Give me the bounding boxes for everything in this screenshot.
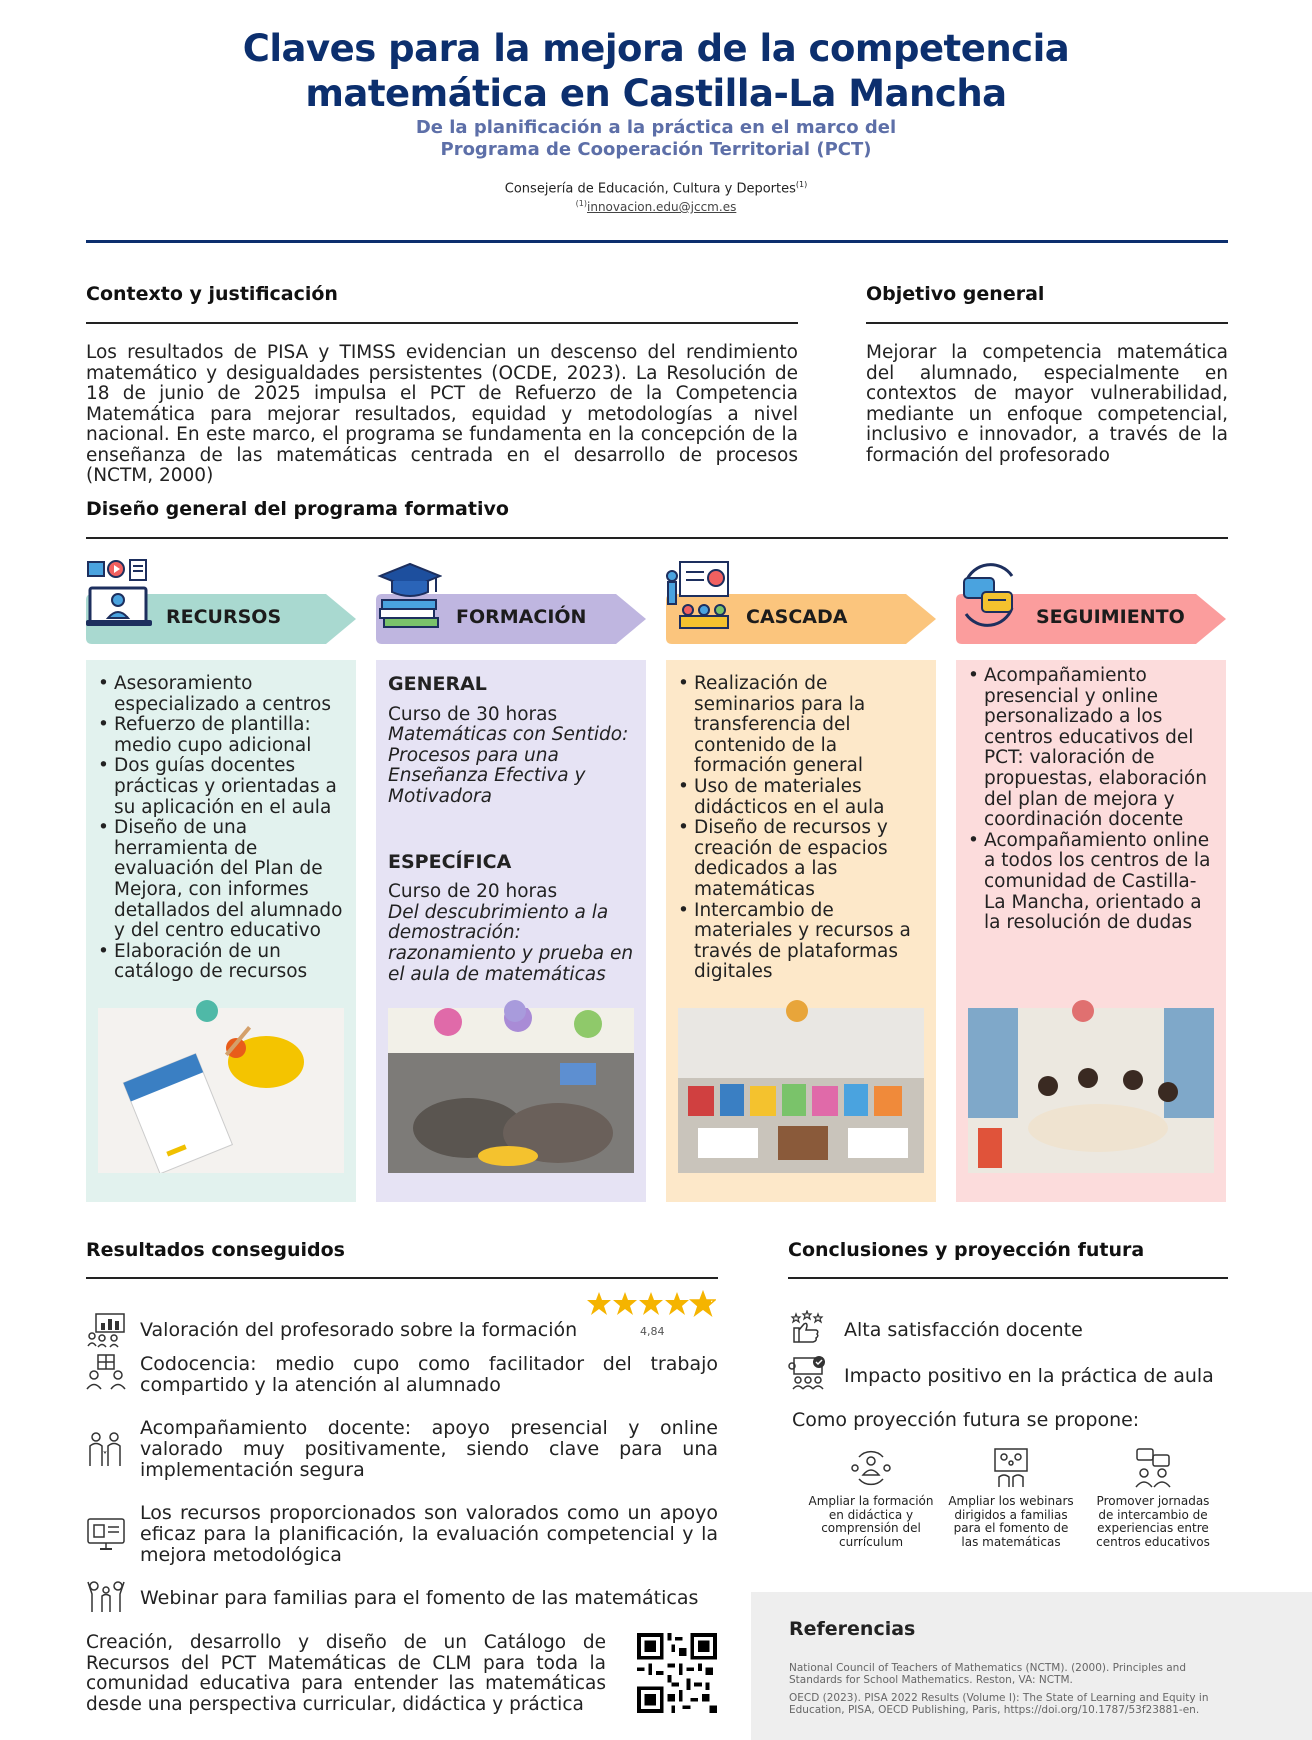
- chat-cycle-icon: [956, 558, 1022, 632]
- subtitle-line-1: De la planificación a la práctica en el marco del: [415, 117, 897, 138]
- formacion-label: FORMACIÓN: [456, 606, 587, 628]
- result-text: Webinar para familias para el fomento de las matemáticas: [140, 1587, 699, 1609]
- email-link[interactable]: innovacion.edu@jccm.es: [587, 200, 737, 214]
- formacion-body: [376, 660, 646, 1202]
- email-sup: (1): [575, 199, 588, 208]
- future-text: Ampliar la formación en didáctica y comprensión del currículum: [808, 1494, 934, 1549]
- specific-course-name: Del descubrimiento a la demostración: razonamiento y prueba en el aula de matemáticas: [388, 901, 634, 985]
- column-seguimiento: [956, 594, 1226, 1202]
- header-divider: [86, 240, 1228, 243]
- result-text: Acompañamiento docente: apoyo presencial y online valorado muy positivamente, siendo clave para una implementación segura: [140, 1417, 718, 1481]
- seguimiento-label: SEGUIMIENTO: [1036, 606, 1185, 628]
- pushpin-icon: [786, 1000, 808, 1022]
- results-title: Resultados conseguidos: [86, 1239, 345, 1261]
- conclusions-title: Conclusiones y proyección futura: [788, 1239, 1145, 1261]
- cascada-item: • Uso de materiales didácticos en el aula: [678, 777, 924, 818]
- reference-1: National Council of Teachers of Mathematics (NCTM). (2000). Principles and Standards for School Mathematics. Reston, VA: NCTM.: [789, 1662, 1187, 1686]
- result-row: [86, 1503, 718, 1567]
- cascada-body: [666, 660, 936, 1202]
- recursos-item: • Diseño de una herramienta de evaluación del Plan de Mejora, con informes detallados del alumnado y del centro educativo: [98, 818, 344, 942]
- elearning-screen-icon: [86, 558, 152, 632]
- cascada-photo: [678, 1008, 924, 1173]
- co-teaching-icon: [86, 1354, 126, 1390]
- catalog-text: Creación, desarrollo y diseño de un Catálogo de Recursos del PCT Matemáticas de CLM para toda la comunidad educativa para entender las matemáticas desde una perspectiva curricular, didáctica y práctica: [86, 1632, 606, 1715]
- recursos-header: [86, 594, 356, 644]
- formacion-photo: [388, 1008, 634, 1173]
- recursos-label: RECURSOS: [166, 606, 282, 628]
- recursos-item: • Asesoramiento especializado a centros: [98, 674, 344, 715]
- specific-course: Curso de 20 horas: [388, 881, 558, 903]
- conclusion-text: Impacto positivo en la práctica de aula: [844, 1365, 1214, 1387]
- title-line-1: Claves para la mejora de la competencia: [242, 27, 1070, 70]
- exchange-conversation-icon: [1131, 1447, 1175, 1489]
- seguimiento-item: • Acompañamiento presencial y online personalizado a los centros educativos del PCT: valoración de propuestas, elaboración del plan de mejora y coordinación docente: [968, 666, 1214, 831]
- column-recursos: [86, 594, 356, 1202]
- general-course-name: Matemáticas con Sentido: Procesos para una Enseñanza Efectiva y Motivadora: [388, 724, 629, 807]
- context-text: Los resultados de PISA y TIMSS evidencian un descenso del rendimiento matemático y desigualdades persistentes (OCDE, 2023). La Resolución de 18 de junio de 2025 impulsa el PCT de Refuerzo de la Competencia Matemática para mejorar resultados, equidad y metodologías a nivel nacional. En este marco, el programa se fundamenta en la concepción de la enseñanza de las matemáticas centrada en el desarrollo de procesos (NCTM, 2000): [86, 342, 798, 486]
- objective-title: Objetivo general: [866, 283, 1045, 305]
- cascada-item: • Diseño de recursos y creación de espacios dedicados a las matemáticas: [678, 818, 924, 900]
- qr-code[interactable]: [637, 1633, 717, 1713]
- formacion-header: [376, 594, 646, 644]
- subtitle-line-2: Programa de Cooperación Territorial (PCT): [440, 139, 872, 160]
- specific-title: ESPECÍFICA: [388, 850, 512, 873]
- family-webinar-icon: [86, 1578, 126, 1614]
- result-row: [86, 1578, 718, 1614]
- audience-chart-icon: [86, 1312, 126, 1348]
- cascada-item: • Intercambio de materiales y recursos a través de plataformas digitales: [678, 901, 924, 983]
- future-intro: Como proyección futura se propone:: [792, 1409, 1140, 1431]
- organization-name: Consejería de Educación, Cultura y Deportes: [504, 181, 796, 197]
- references-title: Referencias: [789, 1618, 916, 1640]
- contact-email[interactable]: [0, 199, 1312, 214]
- result-text: Valoración del profesorado sobre la formación: [140, 1319, 578, 1341]
- column-cascada: [666, 594, 936, 1202]
- support-people-icon: [86, 1432, 126, 1468]
- future-item: [806, 1447, 936, 1549]
- pushpin-icon: [1072, 1000, 1094, 1022]
- context-title: Contexto y justificación: [86, 283, 338, 305]
- recursos-item: • Refuerzo de plantilla: medio cupo adicional: [98, 715, 344, 756]
- training-expand-icon: [849, 1447, 893, 1489]
- reference-2: OECD (2023). PISA 2022 Results (Volume I): The State of Learning and Equity in Education, PISA, OECD Publishing, Paris, https://doi.org/10.1787/53f23881-en.: [789, 1692, 1209, 1716]
- page-subtitle: [0, 117, 1312, 161]
- context-divider: [86, 322, 798, 324]
- seguimiento-header: [956, 594, 1226, 644]
- design-title: Diseño general del programa formativo: [86, 498, 509, 520]
- family-webinar-board-icon: [989, 1447, 1033, 1489]
- future-item: [946, 1447, 1076, 1549]
- future-text: Promover jornadas de intercambio de experiencias entre centros educativos: [1096, 1494, 1210, 1549]
- seguimiento-list: [968, 666, 1214, 934]
- cascada-label: CASCADA: [746, 606, 848, 628]
- future-text: Ampliar los webinars dirigidos a familias para el fomento de las matemáticas: [948, 1494, 1074, 1549]
- result-text: Los recursos proporcionados son valorados como un apoyo eficaz para la planificación, la evaluación competencial y la mejora metodológica: [140, 1502, 718, 1566]
- recursos-item: • Dos guías docentes prácticas y orientadas a su aplicación en el aula: [98, 756, 344, 818]
- seguimiento-item: • Acompañamiento online a todos los centros de la comunidad de Castilla-La Mancha, orientado a la resolución de dudas: [968, 831, 1214, 934]
- presentation-group-icon: [666, 558, 732, 632]
- rating-stars: [586, 1290, 716, 1320]
- objective-text: Mejorar la competencia matemática del alumnado, especialmente en contextos de mayor vulnerabilidad, mediante un enfoque competencial, inclusivo e innovador, a través de la formación del profesorado: [866, 342, 1228, 466]
- seguimiento-photo: [968, 1008, 1214, 1173]
- graduation-cap-books-icon: [376, 558, 442, 632]
- conclusions-divider: [788, 1277, 1228, 1279]
- references-panel: [751, 1592, 1312, 1740]
- recursos-list: [98, 674, 344, 983]
- pushpin-icon: [504, 1000, 526, 1022]
- conclusion-text: Alta satisfacción docente: [844, 1319, 1083, 1341]
- general-title: GENERAL: [388, 673, 487, 695]
- resources-monitor-icon: [86, 1517, 126, 1553]
- thumbs-up-stars-icon: [790, 1310, 824, 1344]
- seguimiento-body: [956, 660, 1226, 1202]
- classroom-check-icon: [786, 1356, 826, 1390]
- recursos-item: • Elaboración de un catálogo de recursos: [98, 942, 344, 983]
- result-text: Codocencia: medio cupo como facilitador del trabajo compartido y la atención al alumnado: [140, 1353, 718, 1396]
- page-title: [0, 26, 1312, 116]
- design-divider: [86, 537, 1228, 539]
- pushpin-icon: [196, 1000, 218, 1022]
- title-line-2: matemática en Castilla-La Mancha: [305, 72, 1007, 115]
- cascada-list: [678, 674, 924, 983]
- rating-score: 4,84: [640, 1325, 665, 1338]
- cascada-item: • Realización de seminarios para la transferencia del contenido de la formación general: [678, 674, 924, 777]
- column-formacion: [376, 594, 646, 1202]
- organization-sup: (1): [795, 180, 808, 189]
- organization: [0, 180, 1312, 196]
- future-item: [1088, 1447, 1218, 1549]
- cascada-header: [666, 594, 936, 644]
- objective-divider: [866, 322, 1228, 324]
- recursos-photo: [98, 1008, 344, 1173]
- results-divider: [86, 1277, 718, 1279]
- result-row: [86, 1418, 718, 1482]
- general-course: Curso de 30 horas: [388, 703, 558, 725]
- recursos-body: [86, 660, 356, 1202]
- result-row: [86, 1354, 718, 1398]
